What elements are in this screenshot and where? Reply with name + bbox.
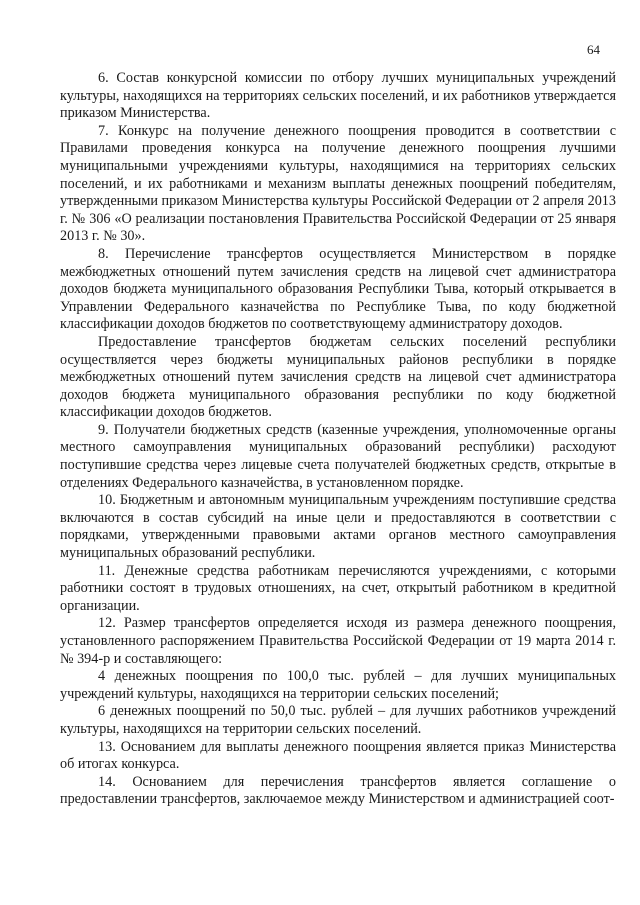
document-body [60,70,616,809]
paragraph-item-12: 12. Размер трансфертов определяется исходя из размера денежного поощрения, установленного распоряжением Правительства Российской Федерации от 19 марта 2014 г. № 394-р и составляющего: [60,615,616,667]
paragraph-item-9: 9. Получатели бюджетных средств (казенные учреждения, уполномоченные органы местного самоуправления муниципальных образований республики) расходуют поступившие средства через лицевые счета получателей бюджетных средств, открытые в отделениях Федерального казначейства, в установленном порядке. [60,421,616,491]
paragraph-item-14: 14. Основанием для перечисления трансфертов является соглашение о предоставлении трансфертов, заключаемое между Министерством и администрацией соот- [60,773,616,808]
paragraph-item-13: 13. Основанием для выплаты денежного поощрения является приказ Министерства об итогах конкурса. [60,738,616,773]
paragraph-award-institutions: 4 денежных поощрения по 100,0 тыс. рублей – для лучших муниципальных учреждений культуры, находящихся на территории сельских поселений; [60,668,616,702]
paragraph-item-6: 6. Состав конкурсной комиссии по отбору лучших муниципальных учреждений культуры, находящихся на территориях сельских поселений, и их работников утверждается приказом Министерства. [60,70,616,122]
page-number: 64 [587,42,600,57]
paragraph-item-7: 7. Конкурс на получение денежного поощрения проводится в соответствии с Правилами проведения конкурса на получение денежного поощрения лучшими муниципальными учреждениями культуры, находящимися на территориях сельских поселений, и их работниками и механизм выплаты денежных поощрений победителям, утвержденными приказом Министерства культуры Российской Федерации от 2 апреля 2013 г. № 306 «О реализации постановления Правительства Российской Федерации от 25 января 2013 г. № 30». [60,122,616,245]
paragraph-item-10: 10. Бюджетным и автономным муниципальным учреждениям поступившие средства включаются в состав субсидий на иные цели и предоставляются в соответствии с порядками, утвержденными правовыми актами органов местного самоуправления муниципальных образований республики. [60,492,616,562]
paragraph-transfers-rural: Предоставление трансфертов бюджетам сельских поселений республики осуществляется через бюджеты муниципальных районов республики в порядке межбюджетных отношений путем зачисления средств на лицевой счет администратора доходов бюджета муниципального образования республики по коду бюджетной классификации доходов бюджетов. [60,333,616,421]
paragraph-award-workers: 6 денежных поощрений по 50,0 тыс. рублей – для лучших работников учреждений культуры, находящихся на территории сельских поселений. [60,703,616,737]
paragraph-item-11: 11. Денежные средства работникам перечисляются учреждениями, с которыми работники состоят в трудовых отношениях, на счет, открытый работником в кредитной организации. [60,562,616,614]
paragraph-item-8: 8. Перечисление трансфертов осуществляется Министерством в порядке межбюджетных отношений путем зачисления средств на лицевой счет администратора доходов бюджета муниципального образования Республики Тыва, который открывается в Управлении Федерального казначейства по Республике Тыва, по коду бюджетной классификации доходов бюджетов по соответствующему администратору доходов. [60,245,616,333]
